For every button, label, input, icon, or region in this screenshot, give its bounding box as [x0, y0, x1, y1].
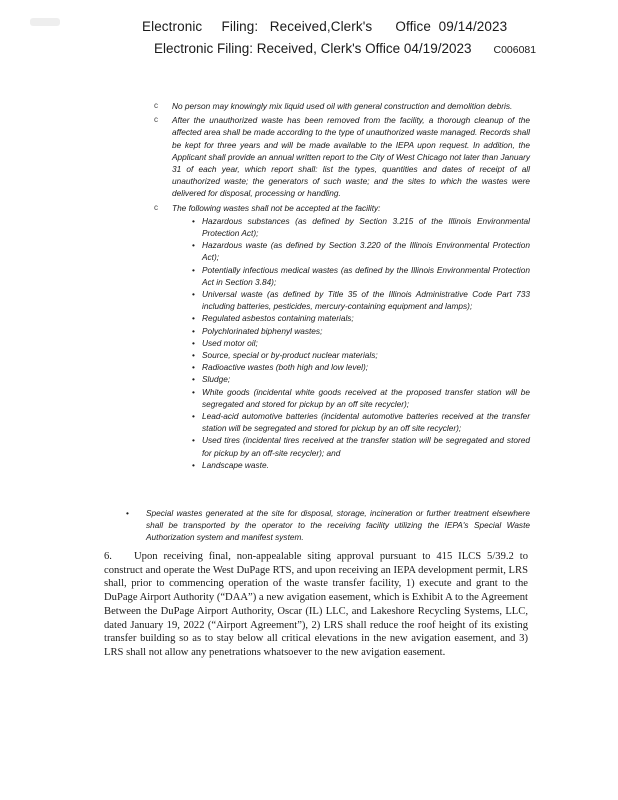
condition-text: The following wastes shall not be accepted at the facility: — [172, 202, 381, 213]
list-item: • Regulated asbestos containing materials; — [186, 312, 530, 324]
condition-item — [152, 202, 530, 471]
scan-artifact — [30, 18, 60, 26]
list-item: • Used motor oil; — [186, 337, 530, 349]
condition-text: No person may knowingly mix liquid used oil with general construction and demolition debris. — [172, 101, 513, 111]
list-item: • Source, special or by-product nuclear materials; — [186, 349, 530, 361]
list-item: • Potentially infectious medical wastes (as defined by the Illinois Environmental Protection Act in Section 3.84); — [186, 264, 530, 288]
conditions-list — [152, 100, 530, 473]
list-item: • Radioactive wastes (both high and low level); — [186, 361, 530, 373]
bullet-marker: • — [126, 508, 129, 518]
list-item: • Sludge; — [186, 373, 530, 385]
excluded-wastes-list — [172, 215, 530, 471]
condition-text: After the unauthorized waste has been removed from the facility, a thorough cleanup of the affected area shall be made according to the type of unauthorized waste managed. Records shall be kept for three years and will be made available to the IEPA upon request. In addition, the Applicant shall provide an annual written report to the City of West Chicago not later than January 31 of each year, which report shall: list the types, quantities and dates of receipt of all unauthorized waste; the generators of such waste; and the sites to which the wastes were delivered for disposal, processing or handling. — [172, 115, 530, 199]
paragraph-6 — [104, 550, 528, 660]
filing-stamp-primary: Electronic Filing: Received,Clerk's Office 09/14/2023 — [142, 19, 508, 34]
paragraph-text: Upon receiving final, non-appealable siting approval pursuant to 415 ILCS 5/39.2 to construct and operate the West DuPage RTS, and upon receiving an IEPA development permit, LRS shall, prior to commencing operation of the waste transfer facility, 1) execute and grant to the DuPage Airport Authority (“DAA”) a new avigation easement, which is Exhibit A to the Agreement Between the DuPage Airport Authority, Oscar (IL) LLC, and Lakeshore Recycling Systems, LLC, dated January 19, 2022 (“Airport Agreement”), 2) LRS shall reduce the roof height of its existing transfer building so as to stay below all critical elevations in the new avigation easement, and 3) LRS shall not allow any penetrations whatsoever to the new avigation easement. — [104, 551, 528, 658]
list-marker: c — [154, 202, 158, 212]
condition-item — [152, 100, 530, 112]
condition-item — [152, 114, 530, 199]
list-item: • Hazardous waste (as defined by Section 3.220 of the Illinois Environmental Protection Act); — [186, 239, 530, 263]
list-item: • Universal waste (as defined by Title 35 of the Illinois Administrative Code Part 733 including batteries, pesticides, mercury-containing equipment and lamps); — [186, 288, 530, 312]
list-item: • Used tires (incidental tires received at the transfer station will be segregated and stored for pickup by an off-site recycler); and — [186, 434, 530, 458]
filing-stamp-secondary — [154, 41, 536, 56]
filing-stamp-text: Electronic Filing: Received, Clerk's Office 04/19/2023 — [154, 41, 472, 56]
paragraph-number: 6. — [104, 551, 112, 562]
list-item: • Hazardous substances (as defined by Section 3.215 of the Illinois Environmental Protection Act); — [186, 215, 530, 239]
list-item: • White goods (incidental white goods received at the proposed transfer station will be segregated and stored for pickup by an off site recycler); — [186, 386, 530, 410]
list-item: • Landscape waste. — [186, 459, 530, 471]
list-item: • Lead-acid automotive batteries (incidental automotive batteries received at the transfer station will be segregated and stored for pickup by an off site recycler); — [186, 410, 530, 434]
special-wastes-paragraph — [126, 507, 530, 544]
list-marker: c — [154, 101, 158, 110]
special-wastes-text: Special wastes generated at the site for disposal, storage, incineration or further treatment elsewhere shall be transported by the operator to the receiving facility utilizing the IEPA's Special Waste Authorization system and manifest system. — [146, 508, 530, 543]
list-marker: c — [154, 115, 158, 125]
list-item: • Polychlorinated biphenyl wastes; — [186, 325, 530, 337]
document-code: C006081 — [493, 44, 537, 56]
